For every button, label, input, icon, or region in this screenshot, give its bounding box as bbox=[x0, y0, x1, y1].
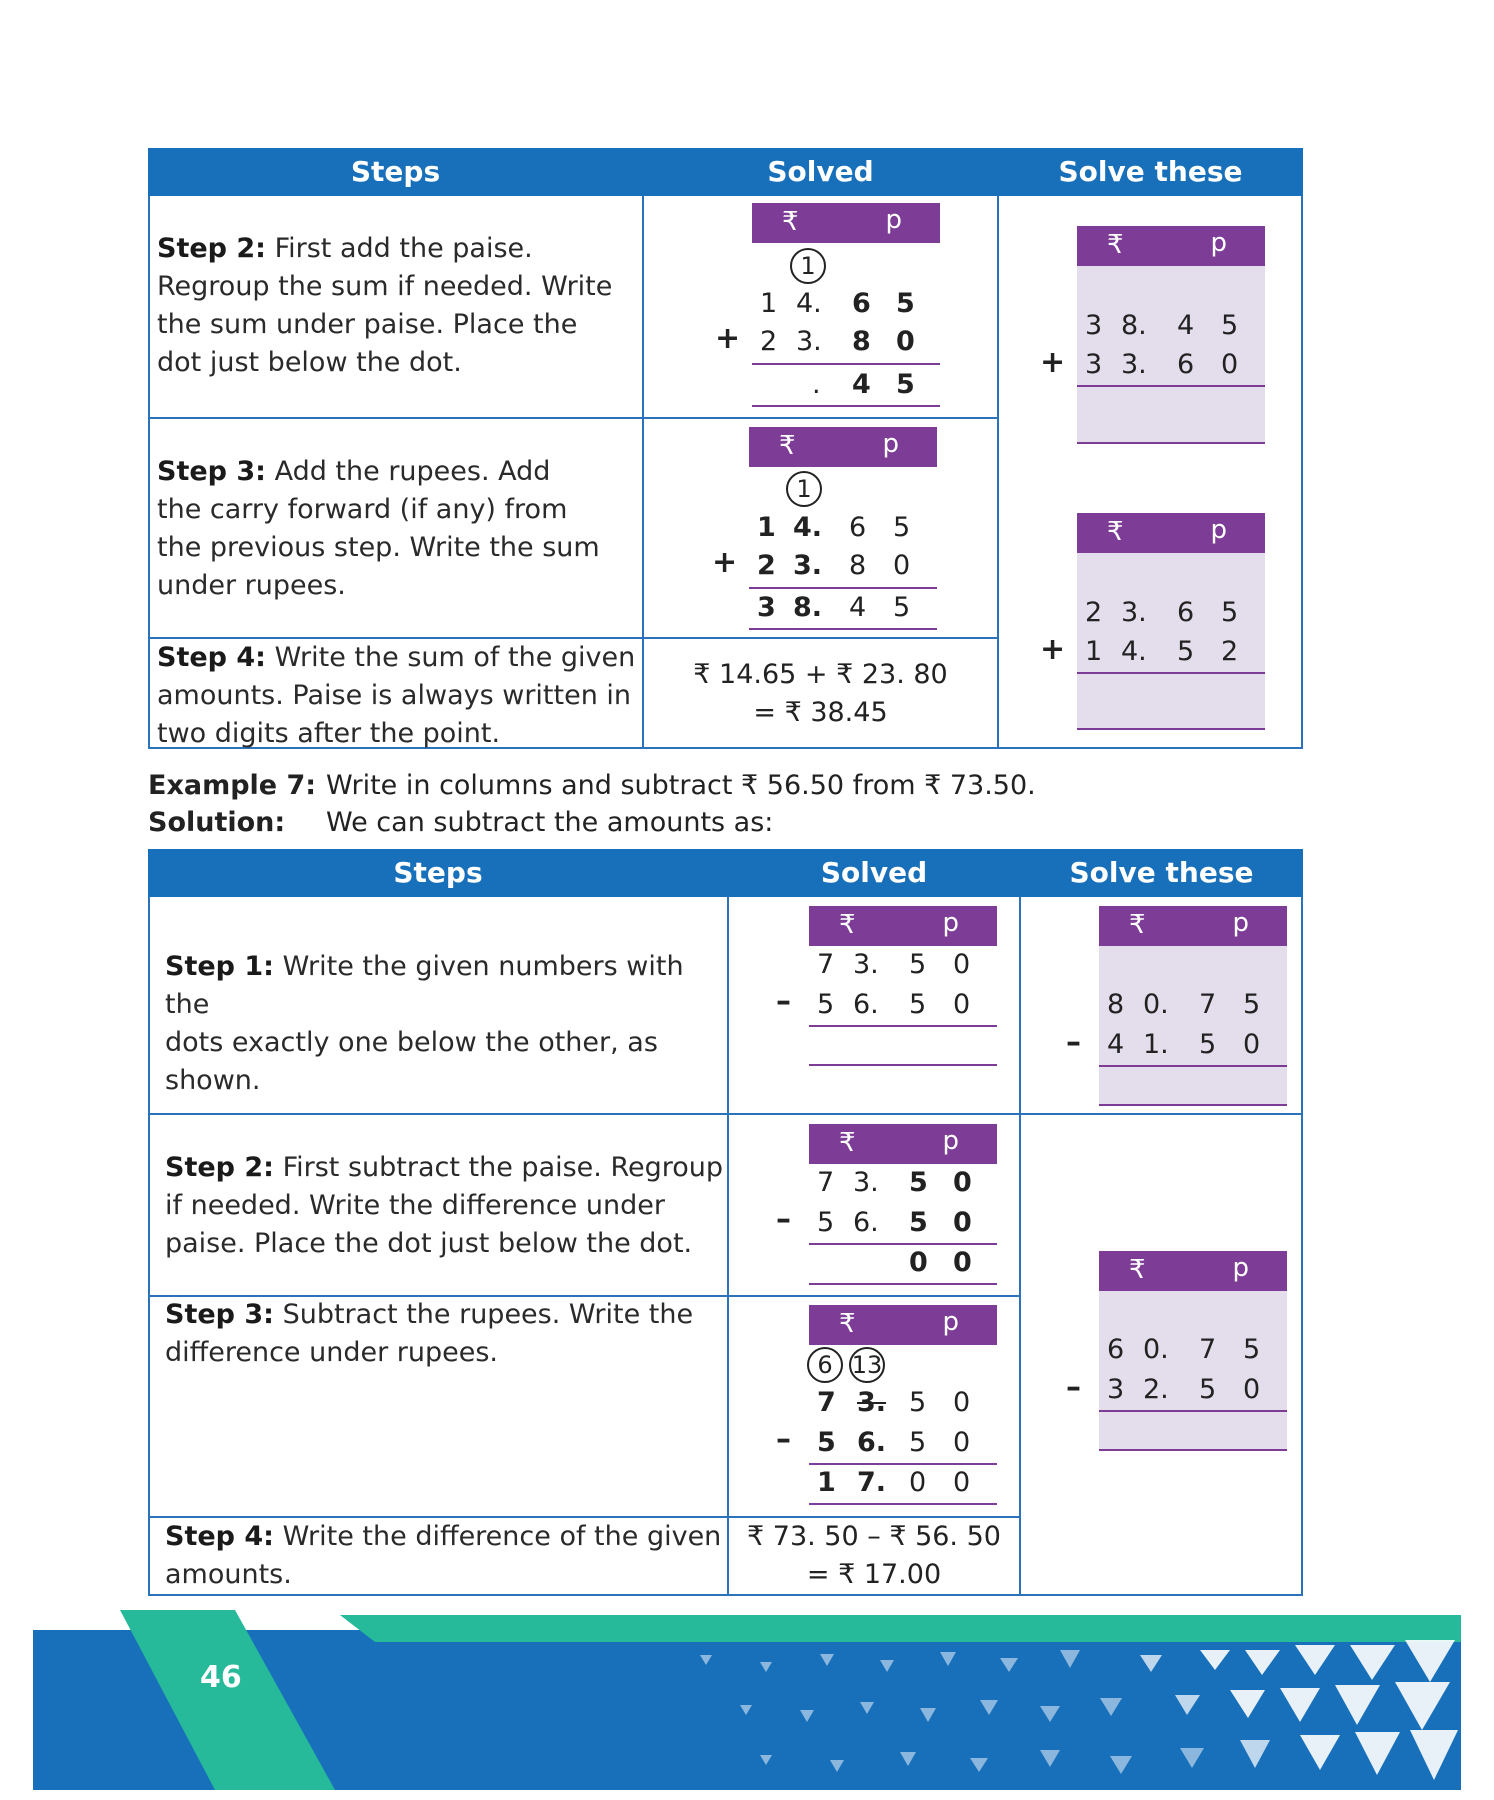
table1-header-solve-these: Solve these bbox=[998, 148, 1303, 196]
minus-sign: – bbox=[1066, 1025, 1081, 1060]
table2-step1-text bbox=[165, 948, 725, 1100]
rupee-paise-header: ₹ p bbox=[809, 906, 997, 946]
underline bbox=[752, 363, 940, 365]
exercise-row: 3 2. 5 0 bbox=[1107, 1374, 1261, 1405]
rupee-paise-header: ₹ p bbox=[749, 427, 937, 467]
table1-header-solved: Solved bbox=[643, 148, 998, 196]
table2-header-steps: Steps bbox=[148, 849, 728, 897]
exercise-row: 1 4. 5 2 bbox=[1085, 636, 1239, 667]
table1-vline-2 bbox=[997, 196, 999, 749]
exercise-row: 3 8. 4 5 bbox=[1085, 310, 1239, 341]
exercise-row: 2 3. 6 5 bbox=[1085, 597, 1239, 628]
table2-step4-text bbox=[165, 1518, 725, 1594]
step-text: under rupees. bbox=[157, 570, 346, 601]
table2-header-solved: Solved bbox=[728, 849, 1020, 897]
table1-hline-1 bbox=[148, 417, 998, 419]
step-text: amounts. bbox=[165, 1559, 292, 1590]
minus-sign: – bbox=[776, 1202, 791, 1237]
example-text: Write in columns and subtract ₹ 56.50 from ₹ 73.50. bbox=[326, 770, 1036, 801]
step-label: Step 4: bbox=[165, 1521, 274, 1552]
step-text: two digits after the point. bbox=[157, 718, 501, 749]
step-label: Step 1: bbox=[165, 951, 274, 982]
exercise-row: 8 0. 7 5 bbox=[1107, 989, 1261, 1020]
minuend-row: 7 3. 5 0 bbox=[817, 1167, 972, 1198]
footer-banner bbox=[0, 1610, 1494, 1800]
addend-row: 2 3. 8 0 bbox=[760, 326, 915, 357]
underline bbox=[1099, 1104, 1287, 1106]
table1-step2-text bbox=[157, 230, 637, 382]
rupee-paise-header: ₹ p bbox=[1077, 513, 1265, 553]
exercise-row: 4 1. 5 0 bbox=[1107, 1029, 1261, 1060]
solution-label: Solution: bbox=[148, 807, 286, 838]
step-text: shown. bbox=[165, 1065, 261, 1096]
underline bbox=[749, 628, 937, 630]
page-number: 46 bbox=[200, 1660, 242, 1695]
rupee-paise-header: ₹ p bbox=[1077, 226, 1265, 266]
subtrahend-row: 5 6. 5 0 bbox=[817, 1427, 971, 1458]
step-label: Step 2: bbox=[157, 233, 266, 264]
underline bbox=[1099, 1449, 1287, 1451]
underline bbox=[809, 1503, 997, 1505]
step-text: the carry forward (if any) from bbox=[157, 494, 568, 525]
borrow-circle: 13 bbox=[849, 1347, 885, 1383]
addend-row: 1 4. 6 5 bbox=[757, 512, 911, 543]
step-text: if needed. Write the difference under bbox=[165, 1190, 665, 1221]
table1-result bbox=[644, 656, 997, 732]
step-text: paise. Place the dot just below the dot. bbox=[165, 1228, 693, 1259]
solution-text: We can subtract the amounts as: bbox=[326, 807, 774, 838]
plus-sign: + bbox=[712, 545, 738, 580]
underline bbox=[809, 1283, 997, 1285]
rupee-paise-header: ₹ p bbox=[752, 203, 940, 243]
underline bbox=[1077, 728, 1265, 730]
table2-vline-1 bbox=[727, 897, 729, 1596]
example-label: Example 7: bbox=[148, 770, 317, 801]
minus-sign: – bbox=[1066, 1370, 1081, 1405]
exercise-row: 6 0. 7 5 bbox=[1107, 1334, 1261, 1365]
result-line: ₹ 73. 50 – ₹ 56. 50 bbox=[747, 1521, 1001, 1552]
step-text: the previous step. Write the sum bbox=[157, 532, 600, 563]
step-text: Subtract the rupees. Write the bbox=[273, 1299, 694, 1330]
step-text: dots exactly one below the other, as bbox=[165, 1027, 658, 1058]
exercise-row: 3 3. 6 0 bbox=[1085, 349, 1239, 380]
sum-row: 3 8. 4 5 bbox=[757, 592, 911, 623]
step-text: dot just below the dot. bbox=[157, 347, 462, 378]
underline bbox=[1077, 442, 1265, 444]
rupee-paise-header: ₹ p bbox=[809, 1124, 997, 1164]
result-line: = ₹ 38.45 bbox=[753, 697, 888, 728]
plus-sign: + bbox=[1040, 345, 1066, 380]
addend-row: 1 4. 6 5 bbox=[760, 288, 915, 319]
rupee-paise-header: ₹ p bbox=[1099, 1251, 1287, 1291]
step-text: Write the sum of the given bbox=[265, 642, 636, 673]
step-text: Regroup the sum if needed. Write bbox=[157, 271, 613, 302]
underline bbox=[809, 1025, 997, 1027]
subtrahend-row: 5 6. 5 0 bbox=[817, 989, 971, 1020]
table2-step2-text bbox=[165, 1149, 725, 1263]
step-text: Write the difference of the given bbox=[273, 1521, 722, 1552]
table2-vline-2 bbox=[1019, 897, 1021, 1596]
table2-hline-1 bbox=[148, 1113, 1303, 1115]
table2-result bbox=[729, 1518, 1019, 1594]
step-label: Step 4: bbox=[157, 642, 266, 673]
rupee-paise-header: ₹ p bbox=[1099, 906, 1287, 946]
step-text: First subtract the paise. Regroup bbox=[273, 1152, 724, 1183]
step-label: Step 3: bbox=[157, 456, 266, 487]
minuend-row: 7 3. 5 0 bbox=[817, 949, 971, 980]
step-text: the sum under paise. Place the bbox=[157, 309, 578, 340]
step-text: First add the paise. bbox=[265, 233, 533, 264]
result-line: ₹ 14.65 + ₹ 23. 80 bbox=[693, 659, 948, 690]
minuend-row: 7 3. 5 0 bbox=[817, 1387, 971, 1418]
step-text: difference under rupees. bbox=[165, 1337, 499, 1368]
carry-circle: 1 bbox=[786, 471, 822, 507]
sum-row: . 4 5 bbox=[812, 369, 915, 400]
underline bbox=[1099, 1065, 1287, 1067]
difference-row: 0 0 bbox=[909, 1247, 972, 1278]
result-line: = ₹ 17.00 bbox=[806, 1559, 942, 1590]
underline bbox=[1099, 1410, 1287, 1412]
underline bbox=[809, 1064, 997, 1066]
underline bbox=[752, 405, 940, 407]
borrow-circle: 6 bbox=[807, 1347, 843, 1383]
step-text: Write the given numbers with the bbox=[165, 951, 684, 1020]
plus-sign: + bbox=[1040, 632, 1066, 667]
step-label: Step 2: bbox=[165, 1152, 274, 1183]
rupee-paise-header: ₹ p bbox=[809, 1305, 997, 1345]
table1-step4-text bbox=[157, 639, 637, 753]
minus-sign: – bbox=[776, 984, 791, 1019]
subtrahend-row: 5 6. 5 0 bbox=[817, 1207, 972, 1238]
step-text: amounts. Paise is always written in bbox=[157, 680, 632, 711]
difference-row: 1 7. 0 0 bbox=[817, 1467, 971, 1498]
plus-sign: + bbox=[715, 321, 741, 356]
table1-header-steps: Steps bbox=[148, 148, 643, 196]
table1-step3-text bbox=[157, 453, 637, 605]
minus-sign: – bbox=[776, 1422, 791, 1457]
table2-step3-text bbox=[165, 1296, 725, 1372]
table2-header-solve-these: Solve these bbox=[1020, 849, 1303, 897]
addend-row: 2 3. 8 0 bbox=[757, 550, 911, 581]
underline bbox=[1077, 385, 1265, 387]
step-text: Add the rupees. Add bbox=[265, 456, 551, 487]
underline bbox=[1077, 672, 1265, 674]
carry-circle: 1 bbox=[790, 248, 826, 284]
step-label: Step 3: bbox=[165, 1299, 274, 1330]
